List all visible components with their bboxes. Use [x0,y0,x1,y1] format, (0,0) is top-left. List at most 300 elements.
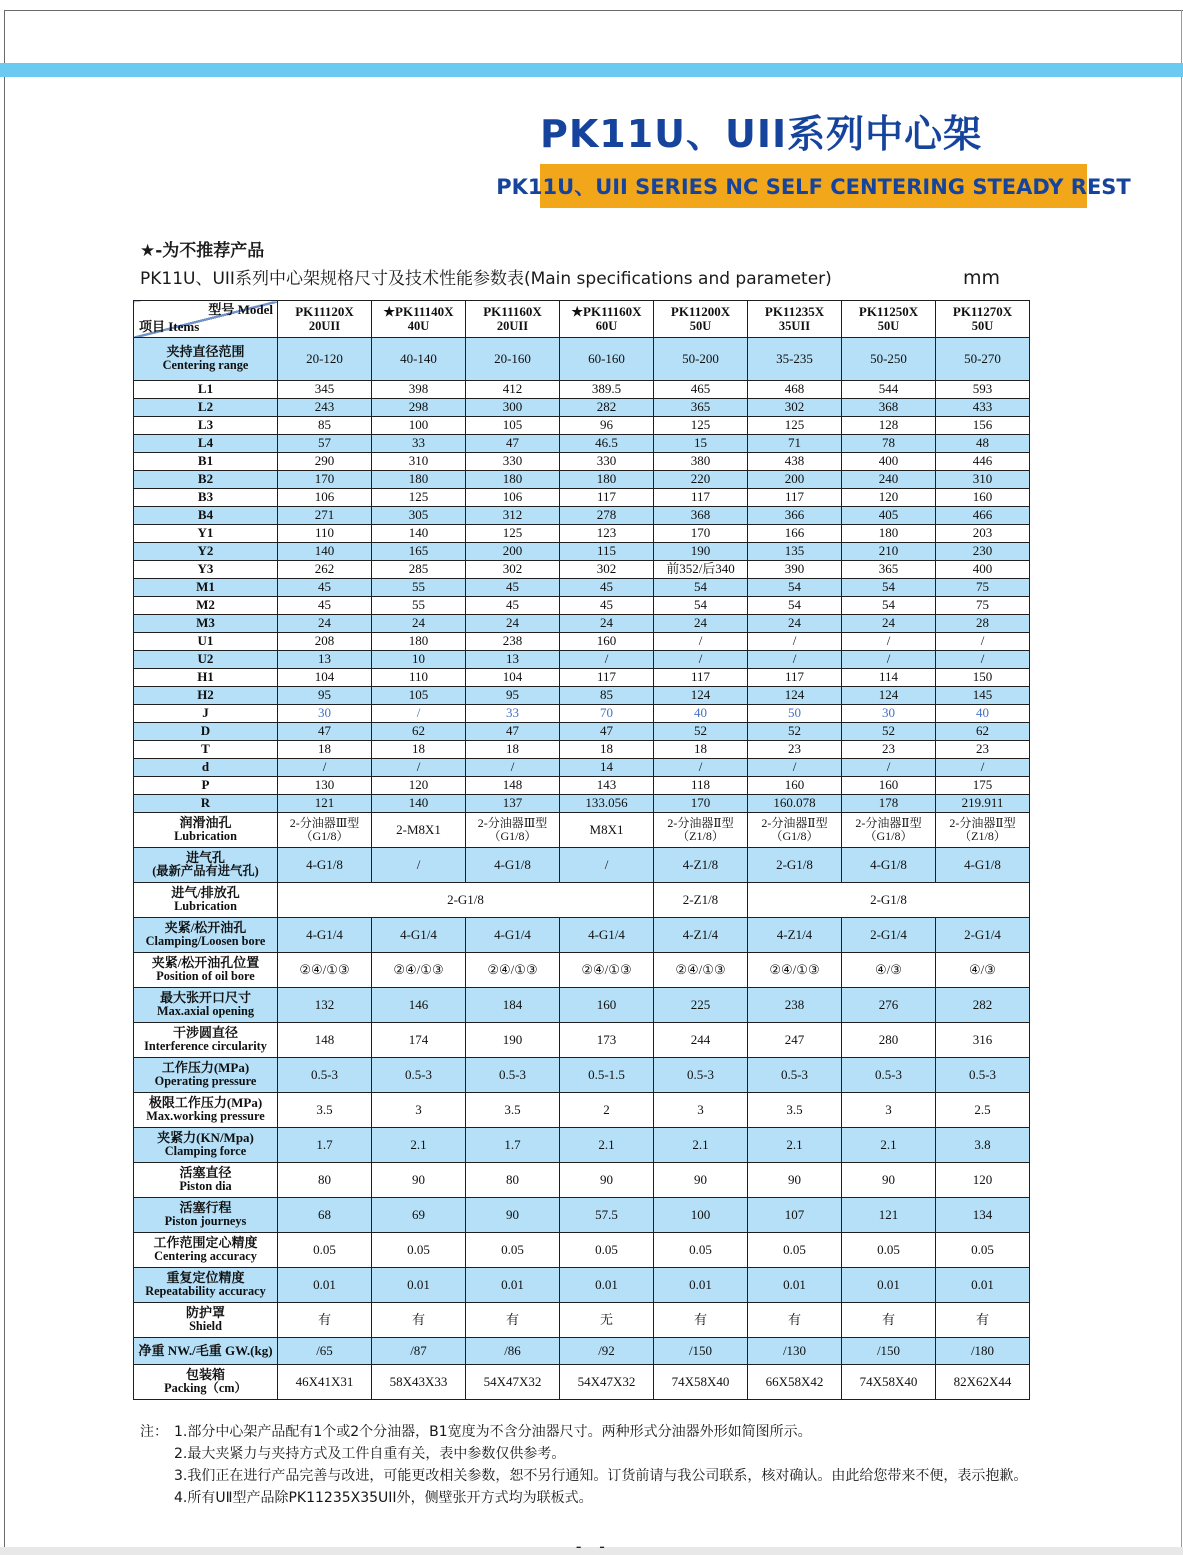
spec-cell-line: 62 [976,723,989,739]
spec-cell-line: 54 [788,579,801,595]
spec-cell-line: 110 [408,669,429,685]
spec-cell-line: 137 [502,795,523,811]
note-item: 3.我们正在进行产品完善与改进，可能更改相关参数，恕不另行通知。订货前请与我公司联系，核对确认。由此给您带来不便，表示抱歉。 [174,1468,1028,1484]
spec-cell-line: ②④/①③ [675,961,726,977]
spec-cell [278,1338,372,1365]
spec-cell [466,1198,560,1233]
spec-cell-line: 有 [411,1311,425,1327]
spec-cell-line: 2-M8X1 [396,821,441,837]
spec-cell-line: 124 [690,687,711,703]
spec-cell [372,777,466,795]
spec-cell-line: 125 [690,417,711,433]
row-label-en: Operating pressure [154,1074,257,1089]
model-sub: 40U [407,319,430,334]
spec-cell [748,1233,842,1268]
spec-cell-line: 54 [788,597,801,613]
spec-cell-line: / [886,633,891,649]
spec-cell-line: 150 [972,669,993,685]
spec-cell [372,651,466,669]
spec-cell-line: 400 [972,561,993,577]
spec-cell [560,1365,654,1400]
spec-cell-line: 107 [784,1206,805,1222]
model-sub: 50U [971,319,994,334]
spec-cell [466,651,560,669]
spec-cell-line: / [322,759,327,775]
notes-prefix: 注： [140,1424,168,1440]
spec-cell-line: 310 [972,471,993,487]
spec-cell-line: （G1/8） [770,829,819,843]
spec-cell [372,705,466,723]
spec-cell-line: 15 [694,435,707,451]
spec-cell [372,953,466,988]
spec-cell-line: 2.1 [786,1136,803,1152]
row-label [134,705,278,723]
spec-cell [842,453,936,471]
corner-cell [134,301,278,338]
page-frame-top [4,10,1183,11]
spec-cell-line: 0.5-3 [404,1066,433,1082]
spec-cell-line: 438 [784,453,805,469]
row-label-cn: T [201,741,210,757]
spec-cell-line: 105 [408,687,429,703]
spec-cell-line: 24 [694,615,707,631]
spec-cell-line: 23 [882,741,895,757]
spec-cell [560,381,654,399]
row-label-cn: 极限工作压力(MPa) [148,1094,263,1110]
row-label-en: Position of oil bore [156,969,255,984]
spec-cell [278,561,372,579]
spec-cell [278,381,372,399]
row-label-en: Clamping/Loosen bore [145,934,266,949]
spec-cell [654,1365,748,1400]
spec-cell-line: 105 [502,417,523,433]
row-label [134,1338,278,1365]
spec-cell-line: 0.01 [313,1276,336,1292]
table-row [134,953,1030,988]
spec-cell-line: 3.5 [504,1101,521,1117]
spec-cell-line: 156 [972,417,993,433]
spec-cell-line: 125 [784,417,805,433]
spec-cell [748,687,842,705]
spec-cell-line: 24 [506,615,519,631]
spec-cell [936,1128,1030,1163]
row-label-cn: d [201,759,210,775]
row-label-cn: B4 [197,507,214,523]
spec-cell-line: 180 [878,525,899,541]
spec-cell-line: 68 [318,1206,331,1222]
row-label [134,597,278,615]
spec-cell [936,669,1030,687]
spec-cell [748,795,842,813]
corner-items-label: 项目 Items [139,319,200,335]
spec-cell [842,723,936,741]
spec-cell-line: 66X58X42 [765,1373,824,1389]
spec-cell-line: 104 [314,669,335,685]
table-row [134,507,1030,525]
row-label [134,579,278,597]
row-label [134,417,278,435]
table-row [134,417,1030,435]
spec-cell-line: / [698,651,703,667]
spec-cell [278,525,372,543]
spec-cell [560,1198,654,1233]
spec-cell [936,651,1030,669]
spec-cell-line: 33 [412,435,425,451]
spec-cell [278,1365,372,1400]
spec-cell [278,705,372,723]
spec-cell [654,381,748,399]
spec-cell [936,759,1030,777]
spec-cell [654,669,748,687]
spec-cell [560,918,654,953]
spec-cell-line: 有 [317,1311,331,1327]
model-sub: 60U [595,319,618,334]
spec-cell-line: 18 [600,741,613,757]
row-label [134,723,278,741]
spec-cell [466,1303,560,1338]
spec-cell [278,1058,372,1093]
spec-cell-line: 3.5 [786,1101,803,1117]
spec-cell-line: 0.05 [971,1241,994,1257]
spec-cell [748,615,842,633]
row-label [134,1303,278,1338]
header-row [134,301,1030,338]
spec-cell-line: 前352/后340 [666,561,735,577]
spec-cell [466,453,560,471]
spec-cell-line: 225 [690,996,711,1012]
spec-cell-line: 365 [878,561,899,577]
spec-cell-line: 47 [506,435,519,451]
table-row [134,741,1030,759]
spec-cell-line: 20-120 [306,350,343,366]
notes-list [174,1421,1090,1509]
spec-cell [654,399,748,417]
row-label-cn: Y2 [197,543,214,559]
row-label-cn: H2 [197,687,214,703]
spec-cell [654,883,748,918]
row-label [134,1268,278,1303]
spec-cell [748,1023,842,1058]
spec-cell [748,848,842,883]
spec-cell-line: 282 [972,996,993,1012]
spec-cell-line: 78 [882,435,895,451]
spec-cell-line: / [698,633,703,649]
row-label-cn: 夹紧/松开油孔位置 [151,954,260,970]
spec-cell-line: 230 [972,543,993,559]
spec-cell [842,1365,936,1400]
spec-cell [560,953,654,988]
spec-cell-line: 247 [784,1031,805,1047]
row-label [134,471,278,489]
spec-cell-line: 有 [505,1311,519,1327]
spec-cell [278,669,372,687]
spec-cell [842,399,936,417]
spec-cell-line: ④/③ [969,961,996,977]
spec-cell [372,435,466,453]
row-label-en: Lubrication [174,829,237,844]
table-row [134,918,1030,953]
spec-cell-line: / [604,856,609,872]
spec-cell [278,988,372,1023]
spec-cell-line: 0.05 [501,1241,524,1257]
spec-cell-line: 145 [972,687,993,703]
spec-cell [936,453,1030,471]
spec-cell-line: 2-分油器Ⅱ型 [949,815,1016,830]
spec-cell [278,723,372,741]
row-label [134,795,278,813]
spec-cell-line: 33 [506,705,519,721]
row-label [134,651,278,669]
spec-cell [936,435,1030,453]
spec-cell-line: 278 [596,507,617,523]
spec-cell [372,1163,466,1198]
spec-cell [748,1365,842,1400]
model-header [560,301,654,338]
star-legend: ★-为不推荐产品 [140,241,265,261]
row-label-cn: B1 [197,453,214,469]
spec-cell-line: 210 [878,543,899,559]
row-label [134,1023,278,1058]
row-label-cn: 最大张开口尺寸 [159,989,251,1005]
spec-cell-line: 13 [506,651,519,667]
spec-cell [466,1058,560,1093]
spec-cell [936,399,1030,417]
spec-cell-line: 18 [694,741,707,757]
spec-cell-line: 28 [976,615,989,631]
page-frame-right [1181,10,1182,1547]
spec-cell [466,543,560,561]
spec-cell [466,918,560,953]
spec-cell [466,507,560,525]
spec-cell [936,338,1030,381]
spec-cell-line: 1.7 [316,1136,333,1152]
spec-cell-line: 302 [596,561,617,577]
spec-cell [466,705,560,723]
spec-cell [936,953,1030,988]
spec-cell-line: 0.5-3 [874,1066,903,1082]
spec-cell [372,723,466,741]
spec-cell-line: 35-235 [776,350,813,366]
spec-cell [466,1093,560,1128]
spec-cell [748,813,842,848]
accent-bar [0,63,1183,77]
spec-cell-line: 90 [694,1171,707,1187]
row-label-en: Max.axial opening [156,1004,255,1019]
row-label-cn: 进气/排放孔 [171,884,240,900]
spec-cell-line: 50 [788,705,801,721]
spec-cell-line: 390 [784,561,805,577]
row-label-cn: 干涉圆直径 [172,1024,238,1040]
spec-cell [748,471,842,489]
model-name: ★PK11160X [571,303,642,319]
model-sub: 50U [877,319,900,334]
spec-cell-line: 74X58X40 [671,1373,730,1389]
model-name: PK11235X [764,303,825,319]
table-row [134,1233,1030,1268]
spec-cell-line: / [416,705,421,721]
model-name: PK11250X [858,303,919,319]
spec-cell [466,953,560,988]
spec-cell-line: 302 [784,399,805,415]
spec-cell-line: 100 [690,1206,711,1222]
spec-cell [842,1268,936,1303]
spec-cell-line: 184 [502,996,523,1012]
spec-cell [560,579,654,597]
spec-cell [560,1303,654,1338]
spec-cell [278,651,372,669]
spec-cell [842,777,936,795]
spec-cell [372,687,466,705]
row-label [134,759,278,777]
spec-cell [466,1365,560,1400]
spec-cell-line: 238 [784,996,805,1012]
row-label [134,1365,278,1400]
spec-cell [372,1303,466,1338]
spec-cell-line: 345 [314,381,335,397]
spec-cell [466,848,560,883]
spec-cell [842,561,936,579]
spec-cell [278,813,372,848]
spec-cell-line: 54 [694,579,707,595]
spec-cell-line: 208 [314,633,335,649]
spec-cell-line: 262 [314,561,335,577]
table-row [134,453,1030,471]
table-row [134,687,1030,705]
row-label-en: Lubrication [174,899,237,914]
spec-cell-line: 4-G1/8 [306,856,343,872]
spec-cell [654,633,748,651]
spec-cell [372,1023,466,1058]
spec-cell [560,597,654,615]
spec-cell [466,687,560,705]
spec-cell-line: 106 [502,489,523,505]
spec-cell-line: 4-Z1/8 [682,856,719,872]
spec-cell-line: 368 [878,399,899,415]
spec-cell-line: /180 [970,1342,995,1358]
corner-model-label: 型号 Model [208,302,273,317]
spec-cell-line: 117 [596,669,617,685]
spec-cell [842,381,936,399]
spec-cell-line: 2-G1/8 [776,856,813,872]
spec-cell [654,338,748,381]
spec-cell-line: 45 [318,597,331,613]
spec-cell-line: 70 [600,705,613,721]
spec-cell-line: 170 [314,471,335,487]
spec-cell [560,705,654,723]
spec-cell-line: 2.1 [598,1136,615,1152]
spec-cell [842,543,936,561]
table-row [134,883,1030,918]
row-label-cn: B2 [197,471,214,487]
spec-cell-line: 238 [502,633,523,649]
table-row [134,988,1030,1023]
row-label [134,1198,278,1233]
spec-cell [372,1198,466,1233]
spec-cell [372,338,466,381]
spec-cell-line: 140 [408,525,429,541]
spec-cell-line: 4-G1/8 [494,856,531,872]
spec-cell [466,795,560,813]
spec-cell [560,525,654,543]
row-label-cn: J [202,705,209,721]
table-row [134,759,1030,777]
spec-cell-line: 2-G1/8 [447,891,484,907]
spec-cell-line: 3.5 [316,1101,333,1117]
spec-cell [936,1058,1030,1093]
spec-cell-line: 330 [502,453,523,469]
spec-cell-line: / [416,856,421,872]
spec-cell [466,1128,560,1163]
table-row [134,795,1030,813]
spec-cell-line: 380 [690,453,711,469]
spec-cell [748,381,842,399]
spec-cell-line: 1.7 [504,1136,521,1152]
spec-cell-line: 117 [690,669,711,685]
row-label-en: Repeatability accuracy [145,1284,266,1299]
spec-cell-line: 0.5-3 [686,1066,715,1082]
spec-cell-line: 24 [600,615,613,631]
table-row [134,1303,1030,1338]
spec-cell [654,777,748,795]
spec-cell-line: 4-Z1/4 [682,926,719,942]
spec-cell [560,1093,654,1128]
spec-cell [654,848,748,883]
spec-cell-line: 2.5 [974,1101,991,1117]
model-header [748,301,842,338]
spec-cell [936,795,1030,813]
spec-cell-line: 52 [882,723,895,739]
spec-cell-line: 2-G1/4 [870,926,907,942]
spec-cell [748,399,842,417]
row-label [134,633,278,651]
spec-cell [372,597,466,615]
spec-cell-line: 125 [408,489,429,505]
spec-cell-line: 160 [596,996,617,1012]
note-item: 4.所有UⅡ型产品除PK11235X35UII外，侧壁张开方式均为联板式。 [174,1490,593,1506]
spec-cell-line: 173 [596,1031,617,1047]
spec-cell [654,813,748,848]
spec-cell [466,723,560,741]
spec-cell-line: 148 [314,1031,335,1047]
spec-cell-line: / [980,759,985,775]
spec-cell-line: 24 [318,615,331,631]
spec-cell-line: 174 [408,1031,429,1047]
spec-cell-line: 18 [318,741,331,757]
row-label-cn: 活塞直径 [179,1164,232,1180]
spec-cell [842,795,936,813]
note-item: 2.最大夹紧力与夹持方式及工件自重有关，表中参数仅供参考。 [174,1446,566,1462]
spec-cell-line: 117 [690,489,711,505]
table-row [134,723,1030,741]
spec-cell-line: 2.1 [880,1136,897,1152]
spec-cell [748,1093,842,1128]
spec-cell [842,651,936,669]
table-row [134,813,1030,848]
spec-cell-line: 14 [600,759,613,775]
spec-cell-line: 0.5-3 [968,1066,997,1082]
row-label-cn: D [200,723,211,739]
spec-cell-line: 46X41X31 [295,1373,354,1389]
row-label-cn: U1 [197,633,214,649]
row-label-cn: R [200,795,211,811]
spec-cell-line: 160 [972,489,993,505]
spec-cell [842,1058,936,1093]
spec-cell-line: 466 [972,507,993,523]
table-row [134,489,1030,507]
spec-cell-line: 54 [882,597,895,613]
notes-section [140,1421,1090,1509]
spec-cell [466,615,560,633]
